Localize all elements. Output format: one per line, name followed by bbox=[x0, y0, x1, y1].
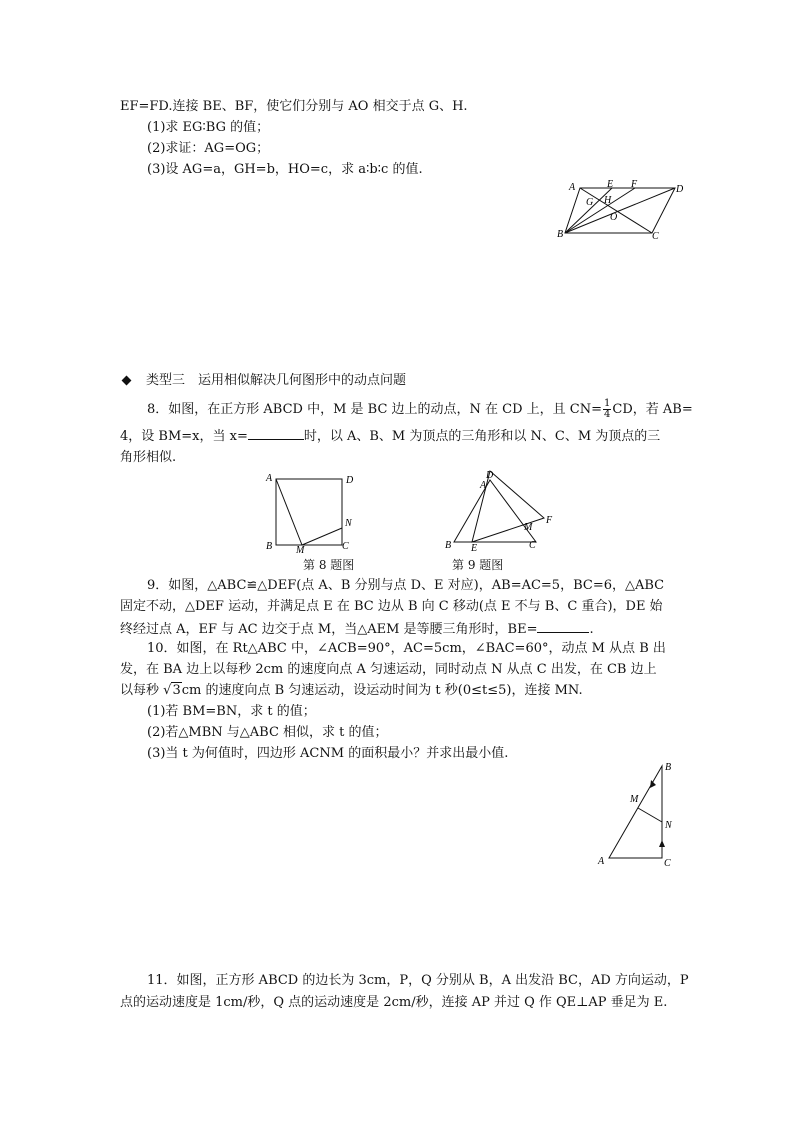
problem-8-text-b: CD，若 AB= bbox=[612, 402, 693, 417]
caption-figure-8: 第 8 题图 bbox=[303, 558, 355, 572]
label-N: N bbox=[665, 820, 672, 831]
problem-8-line-2 bbox=[120, 426, 660, 446]
problem-10-line-2: 发，在 BA 边上以每秒 2cm 的速度向点 A 匀速运动，同时动点 N 从点 C 出发，在 CB 边上 bbox=[120, 662, 657, 677]
prev-question-3: (3)设 AG=a，GH=b，HO=c，求 a∶b∶c 的值. bbox=[147, 162, 423, 177]
problem-11-line-2: 点的运动速度是 1cm/秒，Q 点的运动速度是 2cm/秒，连接 AP 并过 Q 作 QE⊥AP 垂足为 E. bbox=[120, 995, 668, 1010]
problem-10-text-c-pre: 以每秒 bbox=[120, 683, 160, 698]
arrow-up-icon bbox=[659, 840, 665, 847]
section-title: 类型三 运用相似解决几何图形中的动点问题 bbox=[146, 373, 407, 388]
label-A: A bbox=[480, 480, 487, 491]
label-A: A bbox=[266, 473, 273, 484]
label-F: F bbox=[546, 515, 553, 526]
problem-10-question-2: (2)若△MBN 与△ABC 相似，求 t 的值； bbox=[147, 725, 388, 740]
sqrt-radicand: 3 bbox=[172, 683, 181, 698]
label-O: O bbox=[610, 212, 618, 223]
problem-8-text-a: 8．如图，在正方形 ABCD 中，M 是 BC 边上的动点，N 在 CD 上，且 CN= bbox=[147, 402, 603, 417]
label-B: B bbox=[445, 540, 452, 551]
caption-figure-9: 第 9 题图 bbox=[452, 558, 504, 572]
section-header bbox=[123, 369, 406, 388]
label-N: N bbox=[345, 518, 352, 529]
label-B: B bbox=[557, 229, 564, 240]
label-E: E bbox=[471, 543, 478, 554]
label-A: A bbox=[569, 182, 576, 193]
problem-8-text-c: 4，设 BM=x，当 x= bbox=[120, 429, 248, 444]
fraction-numerator: 1 bbox=[604, 398, 611, 409]
problem-9-end: . bbox=[589, 622, 594, 637]
fraction-one-quarter bbox=[603, 399, 611, 420]
problem-8-line-1 bbox=[147, 399, 693, 420]
label-E: E bbox=[607, 179, 614, 190]
label-C: C bbox=[652, 231, 659, 242]
figure-8-square bbox=[262, 470, 362, 555]
problem-9-line-3 bbox=[120, 619, 594, 639]
problem-8-text-d: 时，以 A、B、M 为顶点的三角形和以 N、C、M 为顶点的三 bbox=[303, 429, 661, 444]
label-B: B bbox=[665, 762, 672, 773]
problem-9-line-2: 固定不动，△DEF 运动，并满足点 E 在 BC 边从 B 向 C 移动(点 E 不与 B、C 重合)，DE 始 bbox=[120, 599, 663, 614]
figure-10-right-triangle bbox=[595, 758, 685, 870]
label-D: D bbox=[346, 475, 354, 486]
problem-10-line-1: 10．如图，在 Rt△ABC 中，∠ACB=90°，AC=5cm，∠BAC=60°，动点 M 从点 B 出 bbox=[147, 641, 666, 656]
problem-9-text-c: 终经过点 A，EF 与 AC 边交于点 M，当△AEM 是等腰三角形时，BE= bbox=[120, 622, 538, 637]
problem-11-line-1: 11．如图，正方形 ABCD 的边长为 3cm，P，Q 分别从 B，A 出发沿 BC，AD 方向运动，P bbox=[147, 973, 689, 988]
label-F: F bbox=[631, 179, 638, 190]
fraction-denominator: 4 bbox=[604, 409, 611, 420]
figure-parallelogram bbox=[555, 178, 685, 244]
label-C: C bbox=[664, 858, 671, 869]
label-G: G bbox=[586, 197, 594, 208]
answer-blank-8[interactable] bbox=[248, 426, 304, 440]
label-M: M bbox=[630, 794, 639, 805]
label-D: D bbox=[486, 470, 494, 481]
answer-blank-9[interactable] bbox=[537, 619, 589, 633]
problem-9-line-1: 9．如图，△ABC≌△DEF(点 A、B 分别与点 D、E 对应)，AB=AC=5，BC=6，△ABC bbox=[147, 578, 665, 593]
label-C: C bbox=[342, 541, 349, 552]
diamond-bullet-icon bbox=[122, 376, 132, 386]
problem-10-question-3: (3)当 t 为何值时，四边形 ACNM 的面积最小？并求出最小值. bbox=[147, 746, 509, 761]
label-M: M bbox=[296, 545, 305, 555]
problem-10-line-3 bbox=[120, 682, 583, 700]
prev-problem-text: EF=FD.连接 BE、BF，使它们分别与 AO 相交于点 G、H. bbox=[120, 99, 468, 114]
label-H: H bbox=[604, 195, 612, 206]
prev-question-2: (2)求证：AG=OG； bbox=[147, 141, 270, 156]
label-B: B bbox=[266, 541, 273, 552]
problem-8-line-3: 角形相似. bbox=[120, 450, 177, 465]
label-A: A bbox=[598, 856, 605, 867]
figure-9-triangles bbox=[440, 466, 560, 554]
prev-question-1: (1)求 EG∶BG 的值； bbox=[147, 120, 270, 135]
sqrt-three: √3 bbox=[163, 683, 181, 698]
label-C: C bbox=[529, 540, 536, 551]
problem-10-question-1: (1)若 BM=BN，求 t 的值； bbox=[147, 704, 316, 719]
label-D: D bbox=[676, 184, 684, 195]
problem-10-text-c-post: cm 的速度向点 B 匀速运动，设运动时间为 t 秒(0≤t≤5)，连接 MN. bbox=[181, 683, 583, 698]
label-M: M bbox=[524, 522, 533, 533]
